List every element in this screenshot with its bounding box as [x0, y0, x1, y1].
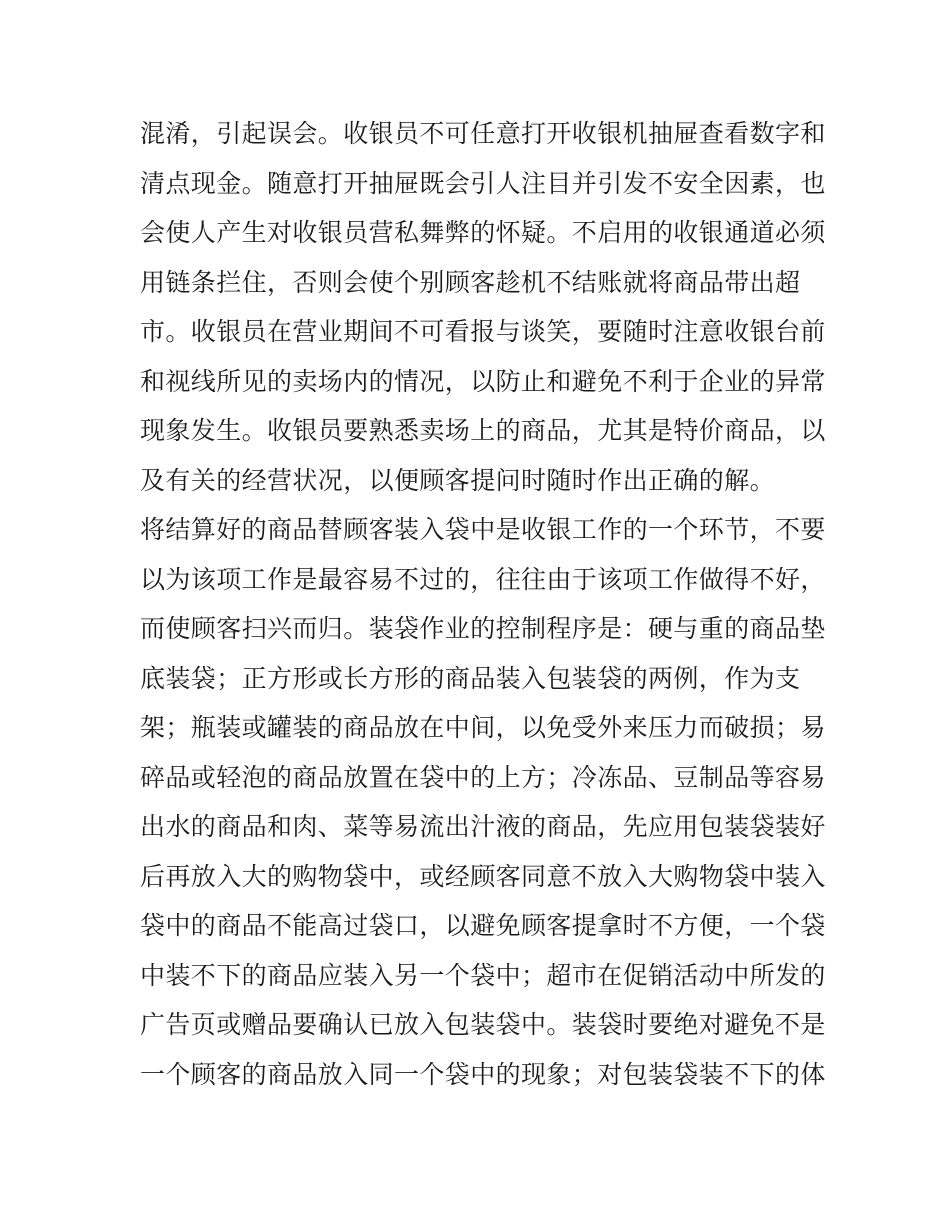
text-line: 市。收银员在营业期间不可看报与谈笑，要随时注意收银台前	[140, 317, 826, 346]
text-line: 一个顾客的商品放入同一个袋中的现象；对包装袋装不下的体	[140, 1059, 826, 1089]
text-line: 底装袋；正方形或长方形的商品装入包装袋的两例，作为支	[140, 663, 801, 693]
text-line: 和视线所见的卖场内的情况，以防止和避免不利于企业的异常	[140, 366, 826, 396]
text-line: 及有关的经营状况，以便顾客提问时随时作出正确的解。	[140, 465, 776, 495]
text-line: 用链条拦住，否则会使个别顾客趁机不结账就将商品带出超	[140, 267, 801, 297]
text-line: 后再放入大的购物袋中，或经顾客同意不放入大购物袋中装入	[140, 861, 826, 891]
text-line: 将结算好的商品替顾客装入袋中是收银工作的一个环节，不要	[140, 515, 826, 544]
text-line: 而使顾客扫兴而归。装袋作业的控制程序是：硬与重的商品垫	[140, 614, 826, 643]
text-line: 出水的商品和肉、菜等易流出汁液的商品，先应用包装袋装好	[140, 812, 826, 841]
text-line: 现象发生。收银员要熟悉卖场上的商品，尤其是特价商品，以	[140, 416, 826, 445]
text-line: 混淆，引起误会。收银员不可任意打开收银机抽屉查看数字和	[140, 119, 826, 148]
text-line: 中装不下的商品应装入另一个袋中；超市在促销活动中所发的	[140, 960, 826, 990]
text-line: 广告页或赠品要确认已放入包装袋中。装袋时要绝对避免不是	[140, 1010, 826, 1039]
text-line: 清点现金。随意打开抽屉既会引人注目并引发不安全因素，也	[140, 168, 826, 198]
text-line: 以为该项工作是最容易不过的，往往由于该项工作做得不好，	[140, 564, 826, 594]
body-text	[140, 109, 826, 1099]
text-line: 架；瓶装或罐装的商品放在中间，以免受外来压力而破损；易	[140, 713, 826, 742]
text-line: 碎品或轻泡的商品放置在袋中的上方；冷冻品、豆制品等容易	[140, 762, 826, 792]
text-line: 袋中的商品不能高过袋口，以避免顾客提拿时不方便，一个袋	[140, 911, 826, 940]
text-line: 会使人产生对收银员营私舞弊的怀疑。不启用的收银通道必须	[140, 218, 826, 247]
